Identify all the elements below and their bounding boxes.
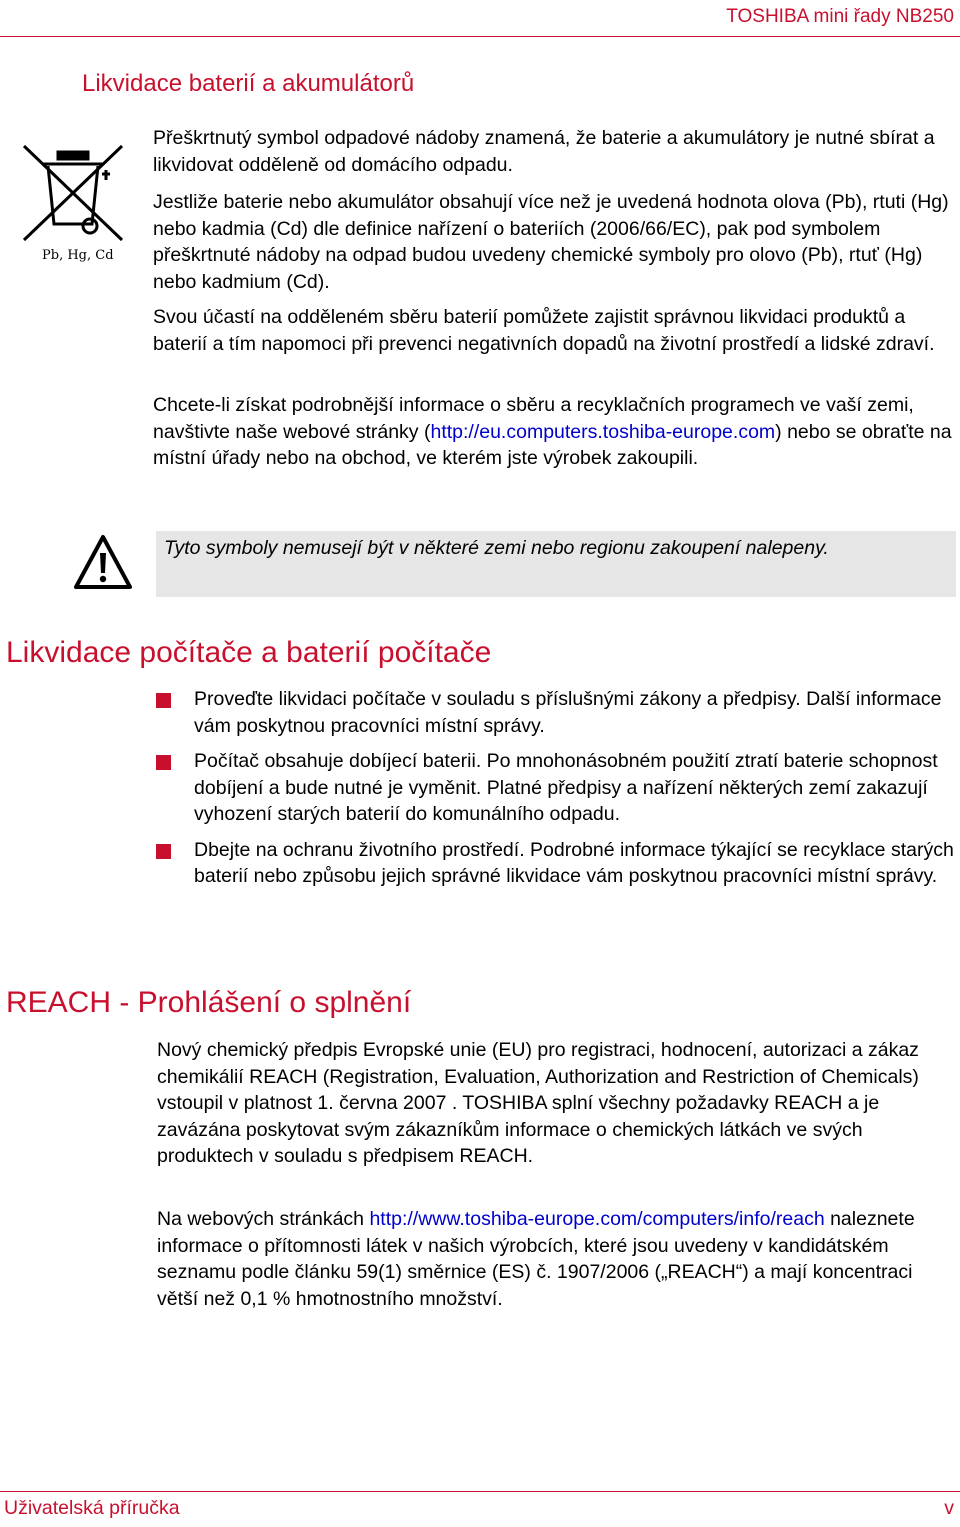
list-item-text: Proveďte likvidaci počítače v souladu s příslušnými zákony a předpisy. Další informace vám poskytnou pracovníci místní správy. bbox=[194, 688, 942, 737]
reach-info-link[interactable]: http://www.toshiba-europe.com/computers/info/reach bbox=[369, 1208, 825, 1230]
list-item bbox=[156, 837, 956, 890]
paragraph-reach-regulation: Nový chemický předpis Evropské unie (EU) pro registraci, hodnocení, autorizaci a zákaz chemikálií REACH (Registration, Evaluation, Authorization and Restriction of Chemicals) vstoupil v platnost 1. června 2007 . TOSHIBA splní všechny požadavky REACH a je zavázána poskytovat svým zákazníkům informace o chemických látkách ve svých produktech v souladu s předpisem REACH. bbox=[157, 1039, 919, 1167]
paragraph-reach-website bbox=[157, 1206, 957, 1312]
chemical-symbols-label: Pb, Hg, Cd bbox=[42, 248, 114, 263]
reach-text-end: naleznete informace o přítomnosti látek v našich výrobcích, které jsou uvedeny v kandidátském seznamu podle článku 59(1) směrnice (ES) č. 1907/2006 („REACH“) a mají koncentraci větší než 0,1 % hmotnostního množství. bbox=[157, 1208, 915, 1310]
header-divider bbox=[0, 36, 960, 37]
header-title: TOSHIBA mini řady NB250 bbox=[726, 6, 954, 27]
list-item bbox=[156, 686, 956, 739]
eu-computers-link[interactable]: http://eu.computers.toshiba-europe.com bbox=[430, 420, 776, 443]
bullet-square-icon bbox=[156, 755, 171, 770]
warning-triangle-icon bbox=[72, 533, 134, 591]
paragraph-bin-symbol: Přeškrtnutý symbol odpadové nádoby znamená, že baterie a akumulátory je nutné sbírat a likvidovat odděleně od domácího odpadu. bbox=[153, 127, 935, 176]
more-info-text-end: ) nebo se obraťte na místní úřady nebo na obchod, ve kterém jste výrobek zakoupili. bbox=[153, 420, 952, 469]
paragraph-chemical-threshold: Jestliže baterie nebo akumulátor obsahují více než je uvedená hodnota olova (Pb), rtuti (Hg) nebo kadmia (Cd) dle definice nařízení o bateriích (2006/66/EC), pak pod symbolem přeškrtnuté nádoby na odpad budou uvedeny chemické symboly pro olovo (Pb), rtuť (Hg) nebo kadmium (Cd). bbox=[153, 191, 949, 293]
computer-disposal-list bbox=[156, 686, 956, 899]
note-box bbox=[156, 531, 956, 597]
list-item-text: Dbejte na ochranu životního prostředí. Podrobné informace týkající se recyklace starých baterií nebo způsobu jejich správné likvidace vám poskytnou pracovníci místní správy. bbox=[194, 838, 954, 887]
computer-section-title: Likvidace počítače a baterií počítače bbox=[6, 636, 492, 669]
paragraph-more-info bbox=[153, 392, 953, 472]
page-number: v bbox=[944, 1497, 954, 1519]
footer-divider bbox=[0, 1491, 960, 1492]
note-text: Tyto symboly nemusejí být v některé zemi nebo regionu zakoupení nalepeny. bbox=[164, 537, 829, 559]
reach-text-start: Na webových stránkách bbox=[157, 1208, 370, 1230]
reach-section-title: REACH - Prohlášení o splnění bbox=[6, 986, 412, 1019]
list-item bbox=[156, 748, 956, 828]
bullet-square-icon bbox=[156, 844, 171, 859]
bullet-square-icon bbox=[156, 693, 171, 708]
footer-manual-title: Uživatelská příručka bbox=[4, 1497, 180, 1519]
battery-section-title: Likvidace baterií a akumulátorů bbox=[82, 70, 415, 97]
list-item-text: Počítač obsahuje dobíjecí baterii. Po mnohonásobném použití ztratí baterie schopnost dobíjení a bude nutné je vyměnit. Platné předpisy a nařízení některých zemí zakazují vyhození starých baterií do komunálního odpadu. bbox=[194, 750, 938, 825]
more-info-text-start: Chcete-li získat podrobnější informace o sběru a recyklačních programech ve vaší zemi, navštivte naše webové stránky ( bbox=[153, 394, 914, 443]
paragraph-separate-collection: Svou účastí na odděleném sběru baterií pomůžete zajistit správnou likvidaci produktů a baterií a tím napomoci při prevenci negativních dopadů na životní prostředí a lidské zdraví. bbox=[153, 306, 935, 355]
